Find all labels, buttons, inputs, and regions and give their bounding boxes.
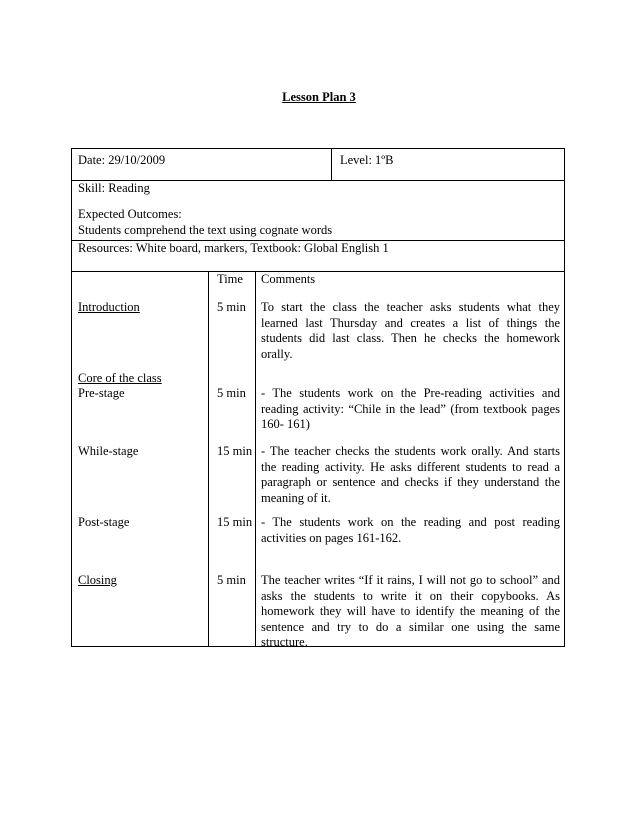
expected-outcomes-label: Expected Outcomes: xyxy=(78,207,182,221)
while-stage-label: While-stage xyxy=(78,444,139,458)
skill-outcomes-row xyxy=(71,180,565,241)
resources-field: Resources: White board, markers, Textbook: Global English 1 xyxy=(78,241,389,255)
post-stage-time: 15 min xyxy=(217,515,253,529)
pre-stage-time: 5 min xyxy=(217,386,246,400)
date-level-divider xyxy=(331,149,332,180)
date-level-row xyxy=(71,148,565,181)
post-stage-label: Post-stage xyxy=(78,515,130,529)
column-divider-activity-time xyxy=(208,271,209,646)
comments-column-header: Comments xyxy=(261,272,316,286)
closing-label: Closing xyxy=(78,573,117,587)
page-title xyxy=(0,90,638,105)
while-stage-comment: - The teacher checks the students work orally. And starts the reading activity. He asks different students to read a paragraph or sentence and checks if they understand the meaning of it. xyxy=(261,444,560,505)
introduction-label: Introduction xyxy=(78,300,140,314)
lesson-procedure-table xyxy=(71,271,565,647)
level-field: Level: 1ºB xyxy=(340,153,394,167)
pre-stage-comment: - The students work on the Pre-reading activities and reading activity: “Chile in the lead” (from textbook pages 160- 161) xyxy=(261,386,560,431)
post-stage-comment: - The students work on the reading and post reading activities on pages 161-162. xyxy=(261,515,560,545)
skill-field: Skill: Reading xyxy=(78,181,150,195)
introduction-comment: To start the class the teacher asks students what they learned last Thursday and creates a list of things the students did last class. Then he checks the homework orally. xyxy=(261,300,560,361)
time-column-header: Time xyxy=(217,272,243,286)
date-field: Date: 29/10/2009 xyxy=(78,153,166,167)
closing-time: 5 min xyxy=(217,573,246,587)
closing-comment: The teacher writes “If it rains, I will not go to school” and asks the students to write it on their copybooks. As homework they will have to identify the meaning of the sentence and try to do a similar one using the same structure. xyxy=(261,573,560,649)
while-stage-time: 15 min xyxy=(217,444,253,458)
pre-stage-label: Pre-stage xyxy=(78,386,125,400)
introduction-time: 5 min xyxy=(217,300,246,314)
resources-row xyxy=(71,240,565,272)
lesson-plan-title: Lesson Plan 3 xyxy=(282,90,356,104)
expected-outcomes-text: Students comprehend the text using cognate words xyxy=(78,223,333,237)
column-divider-time-comments xyxy=(255,271,256,646)
core-of-class-label: Core of the class xyxy=(78,371,162,385)
